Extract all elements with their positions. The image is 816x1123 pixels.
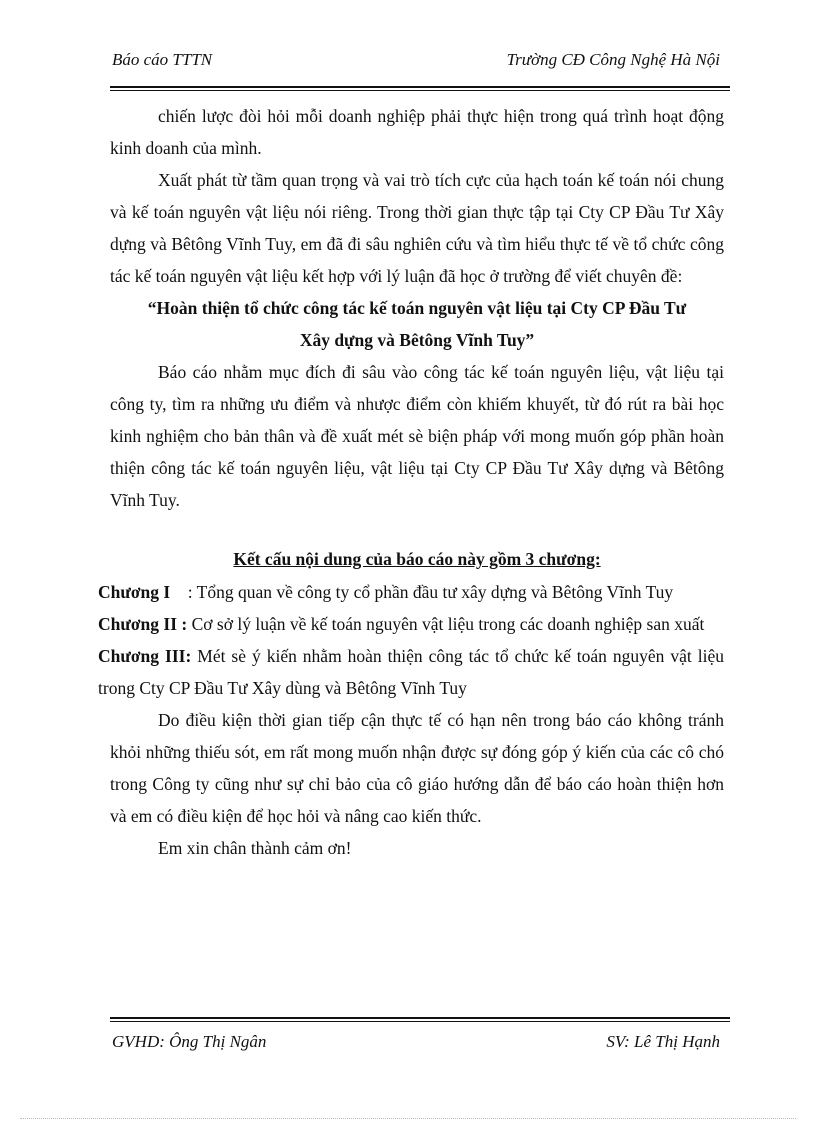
chapter-3-text: Mét sè ý kiến nhằm hoàn thiện công tác tổ chức kế toán nguyên vật liệu trong Cty CP Đầu Tư Xây dùng và Bêtông Vĩnh Tuy bbox=[98, 646, 724, 698]
thesis-title-line-2: Xây dựng và Bêtông Vĩnh Tuy” bbox=[299, 330, 535, 350]
chapter-2 bbox=[98, 608, 724, 640]
section-heading: Kết cấu nội dung của báo cáo này gồm 3 chương: bbox=[233, 549, 601, 569]
chapter-1 bbox=[98, 576, 724, 608]
header-report-label: Báo cáo TTTN bbox=[112, 50, 213, 69]
document-body bbox=[98, 100, 724, 864]
chapter-3 bbox=[98, 640, 724, 704]
page-bottom-border bbox=[20, 1118, 796, 1119]
footer-rule bbox=[110, 1017, 730, 1022]
paragraph-1: chiến lược đòi hỏi mỗi doanh nghiệp phải thực hiện trong quá trình hoạt động kinh doanh của mình. bbox=[110, 106, 724, 158]
footer-student: SV: Lê Thị Hạnh bbox=[606, 1032, 720, 1051]
footer-supervisor: GVHD: Ông Thị Ngân bbox=[112, 1032, 267, 1051]
paragraph-2: Xuất phát từ tầm quan trọng và vai trò tích cực của hạch toán kế toán nói chung và kế toán nguyên vật liệu nói riêng. Trong thời gian thực tập tại Cty CP Đầu Tư Xây dựng và Bêtông Vĩnh Tuy, em đã đi sâu nghiên cứu và tìm hiểu thực tế về tổ chức công tác kế toán nguyên vật liệu kết hợp với lý luận đã học ở trường để viết chuyên đề: bbox=[110, 170, 724, 286]
chapter-2-label: Chương II : bbox=[98, 614, 188, 634]
paragraph-4: Do điều kiện thời gian tiếp cận thực tế có hạn nên trong báo cáo không tránh khỏi những thiếu sót, em rất mong muốn nhận được sự đóng góp ý kiến của các cô chó trong Công ty cũng như sự chỉ bảo của cô giáo hướng dẫn để báo cáo hoàn thiện hơn và em có điều kiện để học hỏi và nâng cao kiến thức. bbox=[110, 710, 724, 826]
chapter-3-label: Chương III: bbox=[98, 646, 192, 666]
thesis-title-line-1: “Hoàn thiện tổ chức công tác kế toán nguyên vật liệu tại Cty CP Đầu Tư bbox=[147, 298, 687, 318]
header-rule bbox=[110, 86, 730, 91]
chapter-1-label: Chương I bbox=[98, 582, 171, 602]
paragraph-3: Báo cáo nhằm mục đích đi sâu vào công tác kế toán nguyên liệu, vật liệu tại công ty, tìm ra những ưu điểm và nhược điểm còn khiếm khuyết, từ đó rút ra bài học kinh nghiệm cho bản thân và đề xuất mét sè biện pháp với mong muốn góp phần hoàn thiện công tác kế toán nguyên liệu, vật liệu tại Cty CP Đầu Tư Xây dựng và Bêtông Vĩnh Tuy. bbox=[110, 362, 724, 510]
closing-thanks: Em xin chân thành cảm ơn! bbox=[158, 838, 352, 858]
chapter-1-text: : Tổng quan về công ty cổ phần đầu tư xây dựng và Bêtông Vĩnh Tuy bbox=[187, 582, 674, 602]
header-school-name: Trường CĐ Công Nghệ Hà Nội bbox=[506, 50, 720, 69]
chapter-2-text: Cơ sở lý luận về kế toán nguyên vật liệu trong các doanh nghiệp san xuất bbox=[191, 614, 705, 634]
